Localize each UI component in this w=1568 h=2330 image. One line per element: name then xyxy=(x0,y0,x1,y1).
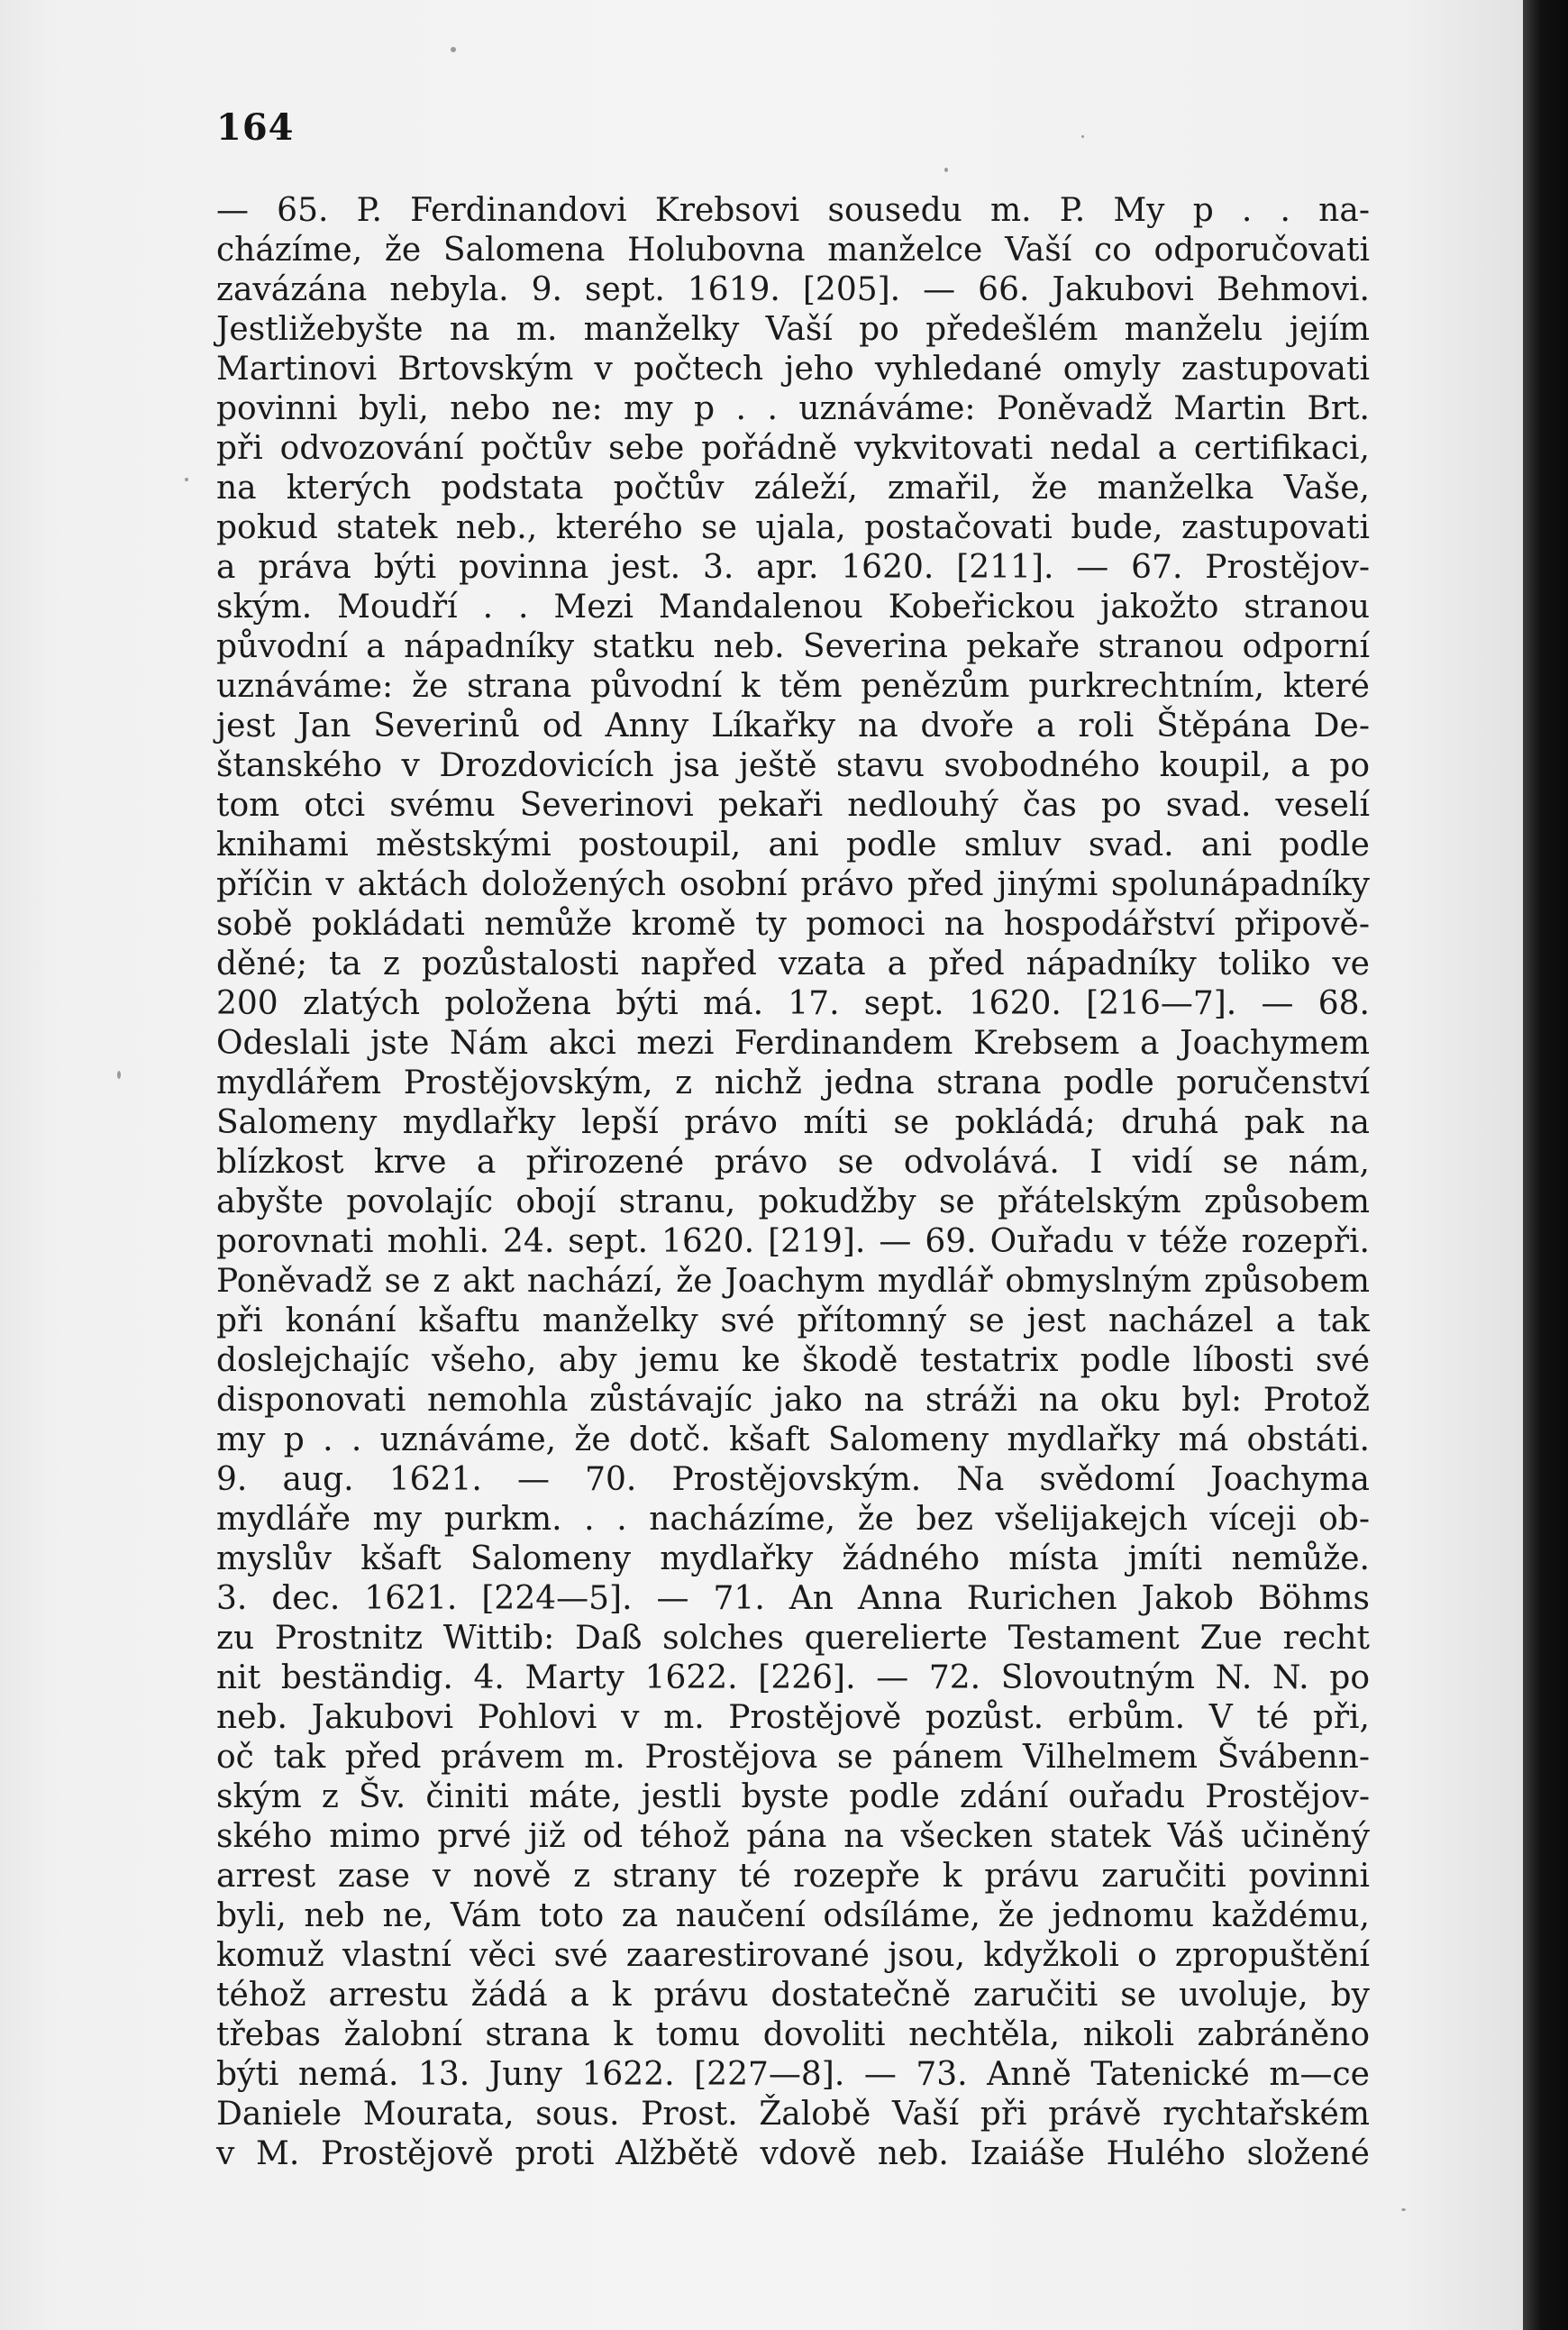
text-line: jest Jan Severinů od Anny Líkařky na dvoře a roli Štěpána De- xyxy=(216,708,1370,745)
text-line: na kterých podstata počtův záleží, zmařil, že manželka Vaše, xyxy=(216,470,1370,507)
text-line: Odeslali jste Nám akci mezi Ferdinandem Krebsem a Joachymem xyxy=(216,1025,1370,1062)
text-line: neb. Jakubovi Pohlovi v m. Prostějově pozůst. erbům. V té při, xyxy=(216,1699,1370,1736)
print-speck xyxy=(1081,135,1084,138)
text-line: téhož arrestu žádá a k právu dostatečně zaručiti se uvoluje, by xyxy=(216,1977,1370,2014)
text-line: třebas žalobní strana k tomu dovoliti nechtěla, nikoli zabráněno xyxy=(216,2016,1370,2053)
print-speck xyxy=(117,1071,121,1079)
text-line: při konání kšaftu manželky své přítomný se jest nacházel a tak xyxy=(216,1302,1370,1339)
text-line: komuž vlastní věci své zaarestirované jsou, kdyžkoli o zpropuštění xyxy=(216,1937,1370,1974)
text-line: 9. aug. 1621. — 70. Prostějovským. Na svědomí Joachyma xyxy=(216,1461,1370,1498)
text-line: uznáváme: že strana původní k těm penězům purkrechtním, které xyxy=(216,668,1370,705)
text-line: tom otci svému Severinovi pekaři nedlouhý čas po svad. veselí xyxy=(216,787,1370,824)
print-speck xyxy=(1401,2208,1406,2211)
text-line: mydláře my purkm. . . nacházíme, že bez všelijakejch víceji ob- xyxy=(216,1501,1370,1538)
text-line: býti nemá. 13. Juny 1622. [227—8]. — 73. Anně Tatenické m—ce xyxy=(216,2056,1370,2093)
print-speck xyxy=(451,47,456,52)
text-line: Poněvadž se z akt nachází, že Joachym mydlář obmyslným způsobem xyxy=(216,1263,1370,1300)
body-text xyxy=(216,191,1370,2174)
text-line: cházíme, že Salomena Holubovna manželce Vaší co odporučovati xyxy=(216,232,1370,269)
text-line: nit beständig. 4. Marty 1622. [226]. — 72. Slovoutným N. N. po xyxy=(216,1659,1370,1696)
text-line: ského mimo prvé již od téhož pána na všecken statek Váš učiněný xyxy=(216,1818,1370,1855)
page-number: 164 xyxy=(216,106,295,149)
text-line: v M. Prostějově proti Alžbětě vdově neb. Izaiáše Hulého složené xyxy=(216,2135,1370,2172)
text-line: štanského v Drozdovicích jsa ještě stavu svobodného koupil, a po xyxy=(216,747,1370,784)
text-line: byli, neb ne, Vám toto za naučení odsíláme, že jednomu každému, xyxy=(216,1897,1370,1934)
text-line: myslův kšaft Salomeny mydlařky žádného místa jmíti nemůže. xyxy=(216,1540,1370,1577)
text-line: 200 zlatých položena býti má. 17. sept. 1620. [216—7]. — 68. xyxy=(216,985,1370,1022)
text-line: porovnati mohli. 24. sept. 1620. [219]. — 69. Ouřadu v téže rozepři. xyxy=(216,1223,1370,1260)
text-line: mydlářem Prostějovským, z nichž jedna strana podle poručenství xyxy=(216,1064,1370,1101)
text-line: původní a nápadníky statku neb. Severina pekaře stranou odporní xyxy=(216,628,1370,665)
text-line: při odvozování počtův sebe pořádně vykvitovati nedal a certifikaci, xyxy=(216,430,1370,467)
text-line: my p . . uznáváme, že dotč. kšaft Salomeny mydlařky má obstáti. xyxy=(216,1421,1370,1458)
text-line: příčin v aktách doložených osobní právo před jinými spolunápadníky xyxy=(216,866,1370,903)
text-line: děné; ta z pozůstalosti napřed vzata a před nápadníky toliko ve xyxy=(216,946,1370,982)
text-line: arrest zase v nově z strany té rozepře k právu zaručiti povinni xyxy=(216,1858,1370,1895)
text-line: Daniele Mourata, sous. Prost. Žalobě Vaší při právě rychtařském xyxy=(216,2096,1370,2133)
text-line: Salomeny mydlařky lepší právo míti se pokládá; druhá pak na xyxy=(216,1104,1370,1141)
text-line: Martinovi Brtovským v počtech jeho vyhledané omyly zastupovati xyxy=(216,351,1370,388)
text-line: sobě pokládati nemůže kromě ty pomoci na hospodářství připově- xyxy=(216,906,1370,943)
text-line: Jestližebyšte na m. manželky Vaší po předešlém manželu jejím xyxy=(216,311,1370,348)
text-line: zavázána nebyla. 9. sept. 1619. [205]. — 66. Jakubovi Behmovi. xyxy=(216,271,1370,308)
text-line: blízkost krve a přirozené právo se odvolává. I vidí se nám, xyxy=(216,1144,1370,1181)
text-line: 3. dec. 1621. [224—5]. — 71. An Anna Rurichen Jakob Böhms xyxy=(216,1580,1370,1617)
print-speck xyxy=(185,478,188,481)
text-line: ským z Šv. činiti máte, jestli byste podle zdání ouřadu Prostějov- xyxy=(216,1778,1370,1815)
text-line: knihami městskými postoupil, ani podle smluv svad. ani podle xyxy=(216,827,1370,863)
text-line: — 65. P. Ferdinandovi Krebsovi sousedu m. P. My p . . na- xyxy=(216,192,1370,229)
text-line: doslejchajíc všeho, aby jemu ke škodě testatrix podle líbosti své xyxy=(216,1342,1370,1379)
text-line: pokud statek neb., kterého se ujala, postačovati bude, zastupovati xyxy=(216,509,1370,546)
text-line: zu Prostnitz Wittib: Daß solches querelierte Testament Zue recht xyxy=(216,1620,1370,1657)
text-line: oč tak před právem m. Prostějova se pánem Vilhelmem Švábenn- xyxy=(216,1739,1370,1776)
print-speck xyxy=(944,168,948,172)
text-line: ským. Moudří . . Mezi Mandalenou Kobeřickou jakožto stranou xyxy=(216,589,1370,626)
text-line: povinni byli, nebo ne: my p . . uznáváme: Poněvadž Martin Brt. xyxy=(216,390,1370,427)
text-line: disponovati nemohla zůstávajíc jako na stráži na oku byl: Protož xyxy=(216,1382,1370,1419)
text-line: a práva býti povinna jest. 3. apr. 1620. [211]. — 67. Prostějov- xyxy=(216,549,1370,586)
page-edge-shadow xyxy=(1523,0,1568,2330)
text-line: abyšte povolajíc obojí stranu, pokudžby se přátelským způsobem xyxy=(216,1183,1370,1220)
